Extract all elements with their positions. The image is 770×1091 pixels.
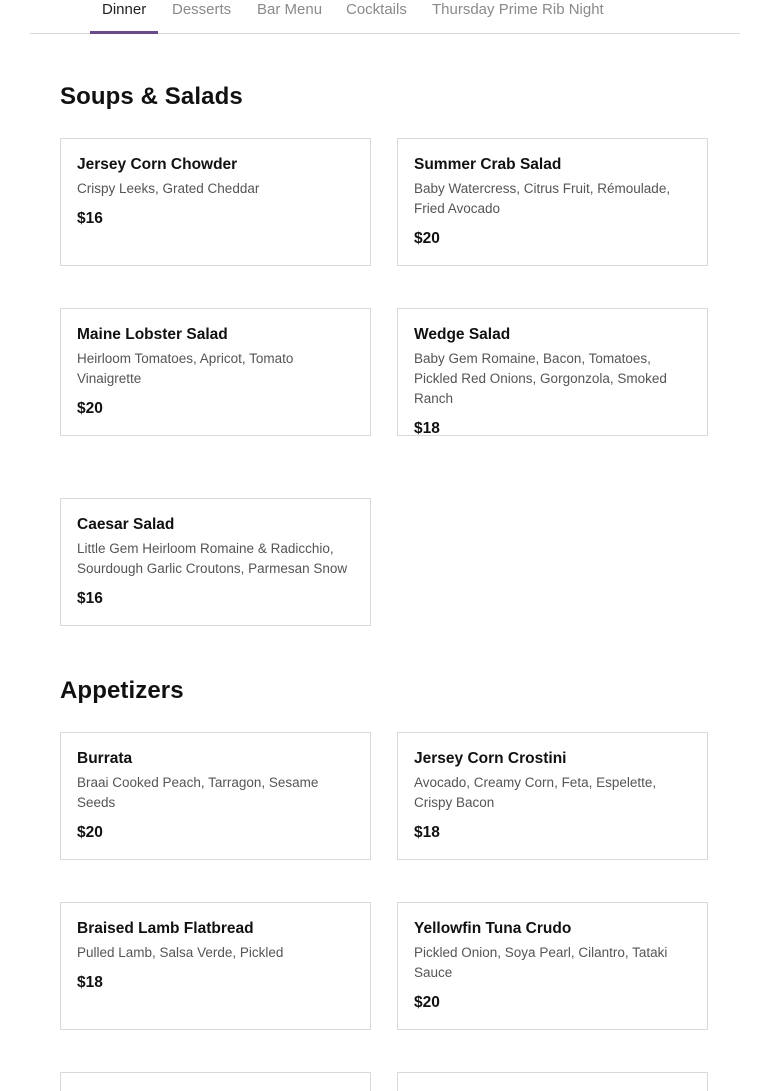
menu-item-card <box>60 902 371 1030</box>
menu-item-card <box>397 308 708 436</box>
menu-item-name: Caesar Salad <box>77 516 175 533</box>
menu-item-name: Maine Lobster Salad <box>77 326 228 343</box>
menu-item-description: Braai Cooked Peach, Tarragon, Sesame Seeds <box>77 775 319 810</box>
menu-item-card-partial <box>397 1072 708 1091</box>
menu-item-name: Burrata <box>77 750 133 767</box>
menu-item-card <box>397 138 708 266</box>
menu-item-description: Avocado, Creamy Corn, Feta, Espelette, Crispy Bacon <box>414 775 657 810</box>
menu-item-price: $20 <box>77 824 103 841</box>
menu-item-card <box>60 308 371 436</box>
menu-item-card <box>397 902 708 1030</box>
menu-item-description: Baby Gem Romaine, Bacon, Tomatoes, Pickled Red Onions, Gorgonzola, Smoked Ranch <box>414 351 667 406</box>
menu-item-description: Baby Watercress, Citrus Fruit, Rémoulade, Fried Avocado <box>414 181 671 216</box>
menu-item-card <box>60 498 371 626</box>
menu-item-price: $20 <box>414 994 440 1011</box>
menu-item-description: Crispy Leeks, Grated Cheddar <box>77 181 260 196</box>
menu-item-name: Yellowfin Tuna Crudo <box>414 920 572 937</box>
menu-item-card <box>397 732 708 860</box>
menu-item-price: $20 <box>77 400 103 417</box>
menu-item-description: Pulled Lamb, Salsa Verde, Pickled <box>77 945 284 960</box>
menu-item-name: Wedge Salad <box>414 326 511 343</box>
menu-item-price: $18 <box>77 974 103 991</box>
menu-item-price: $16 <box>77 590 103 607</box>
menu-item-description: Little Gem Heirloom Romaine & Radicchio, Sourdough Garlic Croutons, Parmesan Snow <box>77 541 348 576</box>
menu-item-description: Heirloom Tomatoes, Apricot, Tomato Vinaigrette <box>77 351 294 386</box>
menu-item-name: Jersey Corn Chowder <box>77 156 238 173</box>
menu-item-description: Pickled Onion, Soya Pearl, Cilantro, Tataki Sauce <box>414 945 668 980</box>
section-title-appetizers: Appetizers <box>60 677 184 704</box>
tab-dinner[interactable]: Dinner <box>102 0 146 33</box>
menu-item-card <box>60 138 371 266</box>
menu-item-price: $16 <box>77 210 103 227</box>
tab-bar-menu[interactable]: Bar Menu <box>257 1 323 18</box>
tab-desserts[interactable]: Desserts <box>172 1 232 18</box>
menu-item-card <box>60 732 371 860</box>
menu-item-price: $20 <box>414 230 440 247</box>
menu-item-price: $18 <box>414 420 440 436</box>
menu-item-card-partial <box>60 1072 371 1091</box>
menu-item-name: Summer Crab Salad <box>414 156 562 173</box>
menu-tabs <box>30 0 740 34</box>
menu-item-price: $18 <box>414 824 440 841</box>
tab-thursday-prime-rib-night[interactable]: Thursday Prime Rib Night <box>432 1 604 18</box>
section-title-soups-salads: Soups & Salads <box>60 83 243 110</box>
menu-item-name: Braised Lamb Flatbread <box>77 920 254 937</box>
tab-cocktails[interactable]: Cocktails <box>346 1 407 18</box>
menu-item-name: Jersey Corn Crostini <box>414 750 567 767</box>
